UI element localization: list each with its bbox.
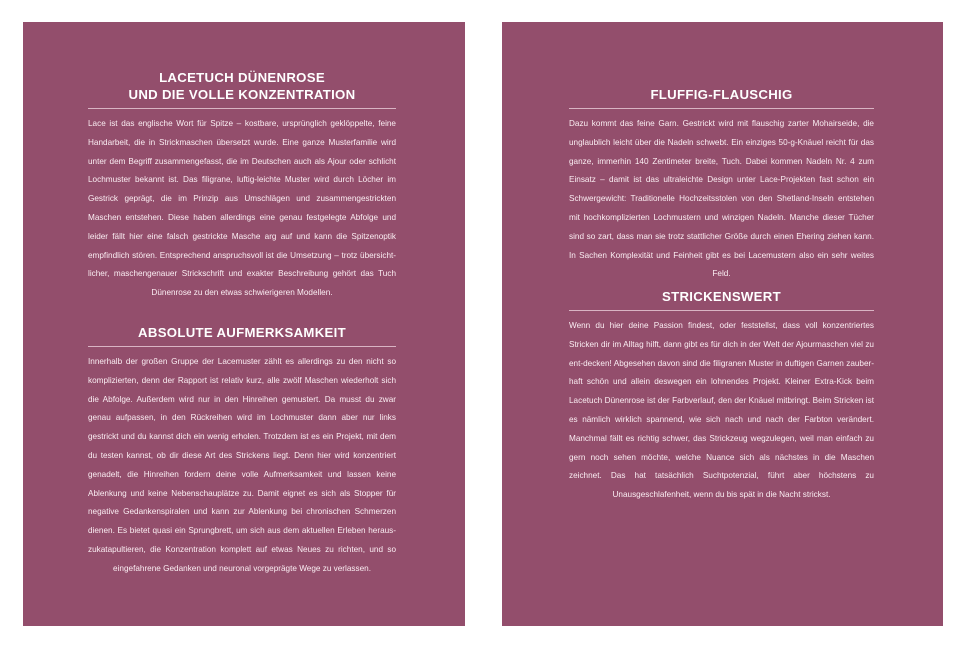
section-lacetuch [23, 69, 465, 303]
section-body-lacetuch: Lace ist das englische Wort für Spitze – kostbare, ursprünglich geklöppelte, feine Handarbeit, die in Strickmaschen übersetzt wurde. Eine ganze Musterfamilie wird unter dem Begriff zusammengefasst, die im Deutschen auch als Ajour oder schlicht Lochmuster bekannt ist. Das filigrane, luftig-leichte Muster wird durch Löcher im Gestrick geprägt, die im Prinzip aus Umschlägen und zusammengestrickten Maschen entstehen. Diese haben allerdings eine genau festgelegte Abfolge und leider fällt hier eine falsch gestrickte Masche arg auf und kann die Spitzenoptik empfindlich stören. Entsprechend anspruchsvoll ist die Umsetzung – trotz übersicht-licher, maschengenauer Strickschrift und exakter Beschreibung gehört das Tuch Dünenrose zu den etwas schwierigeren Modellen. [88, 119, 396, 298]
title-line-2: UND DIE VOLLE KONZENTRATION [128, 87, 356, 102]
left-page [23, 22, 465, 626]
divider [88, 346, 396, 347]
divider [569, 108, 874, 109]
divider [569, 310, 874, 311]
section-title-strickenswert: STRICKENSWERT [662, 289, 781, 304]
divider [88, 108, 396, 109]
section-title-lacetuch [88, 69, 396, 103]
section-body-strickenswert: Wenn du hier deine Passion findest, oder feststellst, dass voll konzentriertes Stricken dir im Alltag hilft, dann gibt es für dich in der Welt der Ajourmaschen viel zu ent-decken! Abgesehen davon sind die filigranen Muster in duftigen Garnen zauber-haft schön und allein deswegen ein lohnendes Projekt. Kleiner Extra-Kick beim Lacetuch Dünenrose ist der Farbverlauf, den der Knäuel mitbringt. Beim Stricken ist es nämlich wirklich spannend, wie sich nach und nach der Farbton verändert. Manchmal fällt es richtig schwer, das Strickzeug wegzulegen, weil man einfach zu gern noch sehen möchte, welche Nuance sich als nächstes in die Maschen zeichnet. Das hat tatsächlich Suchtpotenzial, führt aber höchstens zu Unausgeschlafenheit, wenn du bis spät in die Nacht strickst. [569, 321, 874, 500]
title-line-1: LACETUCH DÜNENROSE [159, 70, 325, 85]
section-body-aufmerksamkeit: Innerhalb der großen Gruppe der Lacemuster zählt es allerdings zu den nicht so komplizierten, denn der Rapport ist relativ kurz, alle zwölf Maschen wiederholt sich die Abfolge. Außerdem wird nur in den Hinreihen gemustert. Da musst du zwar genau aufpassen, in den Rückreihen wird im Lochmuster dann aber nur links gestrickt und du kannst dich ein wenig erholen. Trotzdem ist es ein Projekt, mit dem du testen kannst, ob dir diese Art des Strickens liegt. Denn hier wird konzentriert genadelt, die Hinreihen fordern deine volle Aufmerksamkeit und lassen keine Ablenkung und keine Nebenschauplätze zu. Damit eignet es sich als Stopper für negative Gedankenspiralen und kann zur Ablenkung bei chronischen Schmerzen dienen. Es bietet quasi ein Sprungbrett, um sich aus dem aktuellen Erleben heraus-zukatapultieren, die Konzentration komplett auf etwas Neues zu richten, und so eingefahrene Gedanken und neuronal vorgeprägte Wege zu verlassen. [88, 357, 396, 573]
section-title-fluffig: FLUFFIG-FLAUSCHIG [650, 87, 793, 102]
section-strickenswert [502, 288, 943, 505]
section-aufmerksamkeit [23, 324, 465, 579]
right-page [502, 22, 943, 626]
section-body-fluffig: Dazu kommt das feine Garn. Gestrickt wird mit flauschig zarter Mohairseide, die unglaublich leicht über die Nadeln schwebt. Ein einziges 50-g-Knäuel reicht für das ganze, immerhin 140 Zentimeter breite, Tuch. Dabei kommen Nadeln Nr. 4 zum Einsatz – damit ist das ultraleichte Design unter Lace-Projekten fast schon ein Schwergewicht: Traditionelle Hochzeitsstolen von den Shetland-Inseln entstehen mit hochkomplizierten Lochmustern und winzigen Nadeln. Manche dieser Tücher sind so zart, dass man sie trotz stattlicher Größe durch einen Ehering ziehen kann. In Sachen Komplexität und Feinheit gibt es bei Lacemustern also ein sehr weites Feld. [569, 119, 874, 279]
section-title-aufmerksamkeit: ABSOLUTE AUFMERKSAMKEIT [138, 325, 346, 340]
section-fluffig [502, 86, 943, 284]
